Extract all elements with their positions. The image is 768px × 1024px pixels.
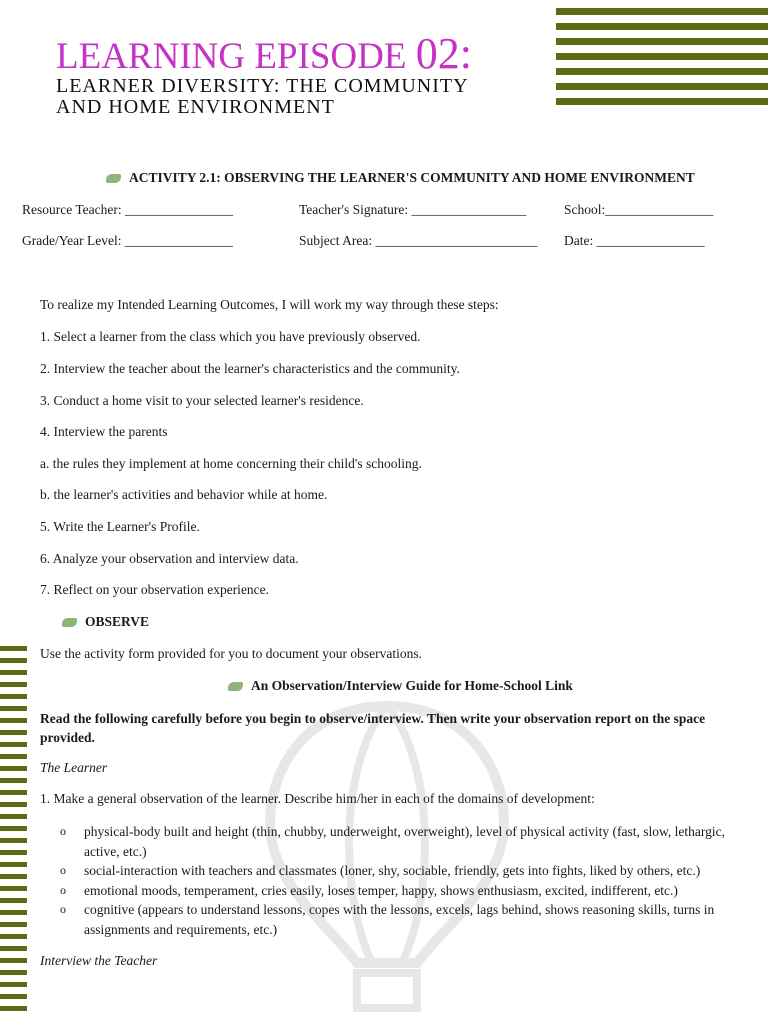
step-item: 1. Select a learner from the class which you have previously observed.	[40, 329, 421, 344]
resource-teacher-field: Resource Teacher: ________________	[22, 202, 234, 217]
learner-item: 1. Make a general observation of the learner. Describe him/her in each of the domains of development:	[40, 791, 595, 806]
bullet-marker: o	[60, 882, 66, 897]
list-item	[60, 900, 750, 939]
observe-heading-text: OBSERVE	[85, 614, 150, 629]
list-item	[60, 822, 750, 861]
page-subtitle: LEARNER DIVERSITY: THE COMMUNITY AND HOME ENVIRONMENT	[56, 75, 469, 118]
bullet-marker: o	[60, 824, 66, 838]
decorative-stripes-left	[0, 646, 27, 1018]
domain-bullet-list	[60, 822, 750, 939]
activity-heading	[106, 170, 695, 186]
bullet-text: cognitive (appears to understand lessons, copes with the lessons, excels, lags behind, shows reasoning skills, turns in assignments and requirements, etc.)	[84, 902, 715, 937]
guide-heading	[228, 678, 573, 694]
step-item: 4. Interview the parents	[40, 424, 168, 439]
list-item	[60, 881, 750, 901]
title-number: 02:	[415, 29, 472, 78]
intro-text: To realize my Intended Learning Outcomes, I will work my way through these steps:	[40, 297, 499, 312]
teacher-signature-field: Teacher's Signature: _________________	[299, 202, 527, 217]
bullet-marker: o	[60, 863, 66, 877]
step-item: 3. Conduct a home visit to your selected learner's residence.	[40, 393, 364, 408]
interview-heading: Interview the Teacher	[40, 953, 158, 968]
step-item: 2. Interview the teacher about the learner's characteristics and the community.	[40, 361, 460, 376]
step-item: 5. Write the Learner's Profile.	[40, 519, 200, 534]
step-item: b. the learner's activities and behavior while at home.	[40, 487, 328, 502]
school-field: School:________________	[564, 202, 714, 217]
observe-text: Use the activity form provided for you to document your observations.	[40, 646, 423, 661]
step-item: a. the rules they implement at home concerning their child's schooling.	[40, 456, 422, 471]
list-item	[60, 861, 750, 881]
bullet-marker: o	[60, 902, 66, 916]
step-item: 6. Analyze your observation and interview data.	[40, 551, 299, 566]
guide-instruction: Read the following carefully before you begin to observe/interview. Then write your observation report on the space provided.	[40, 711, 706, 745]
decorative-stripes-top	[556, 8, 768, 113]
bullet-text: social-interaction with teachers and classmates (loner, shy, sociable, friendly, gets into fights, liked by others, etc.)	[84, 863, 701, 878]
step-item: 7. Reflect on your observation experience.	[40, 582, 270, 597]
date-field: Date: ________________	[564, 233, 705, 248]
observe-heading	[62, 614, 149, 630]
page-title	[56, 29, 472, 78]
leaf-icon	[106, 174, 121, 183]
activity-heading-text: ACTIVITY 2.1: OBSERVING THE LEARNER'S COMMUNITY AND HOME ENVIRONMENT	[129, 170, 695, 185]
learner-heading: The Learner	[40, 760, 108, 775]
leaf-icon	[228, 682, 243, 691]
title-prefix: LEARNING EPISODE	[56, 36, 416, 77]
guide-heading-text: An Observation/Interview Guide for Home-School Link	[251, 678, 573, 693]
bullet-text: physical-body built and height (thin, chubby, underweight, overweight), level of physical activity (fast, slow, lethargic, active, etc.)	[84, 824, 725, 859]
bullet-text: emotional moods, temperament, cries easily, loses temper, happy, shows enthusiasm, excited, indifferent, etc.)	[84, 882, 678, 898]
grade-level-field: Grade/Year Level: ________________	[22, 233, 233, 248]
leaf-icon	[62, 618, 77, 627]
subject-area-field: Subject Area: ________________________	[299, 233, 538, 248]
